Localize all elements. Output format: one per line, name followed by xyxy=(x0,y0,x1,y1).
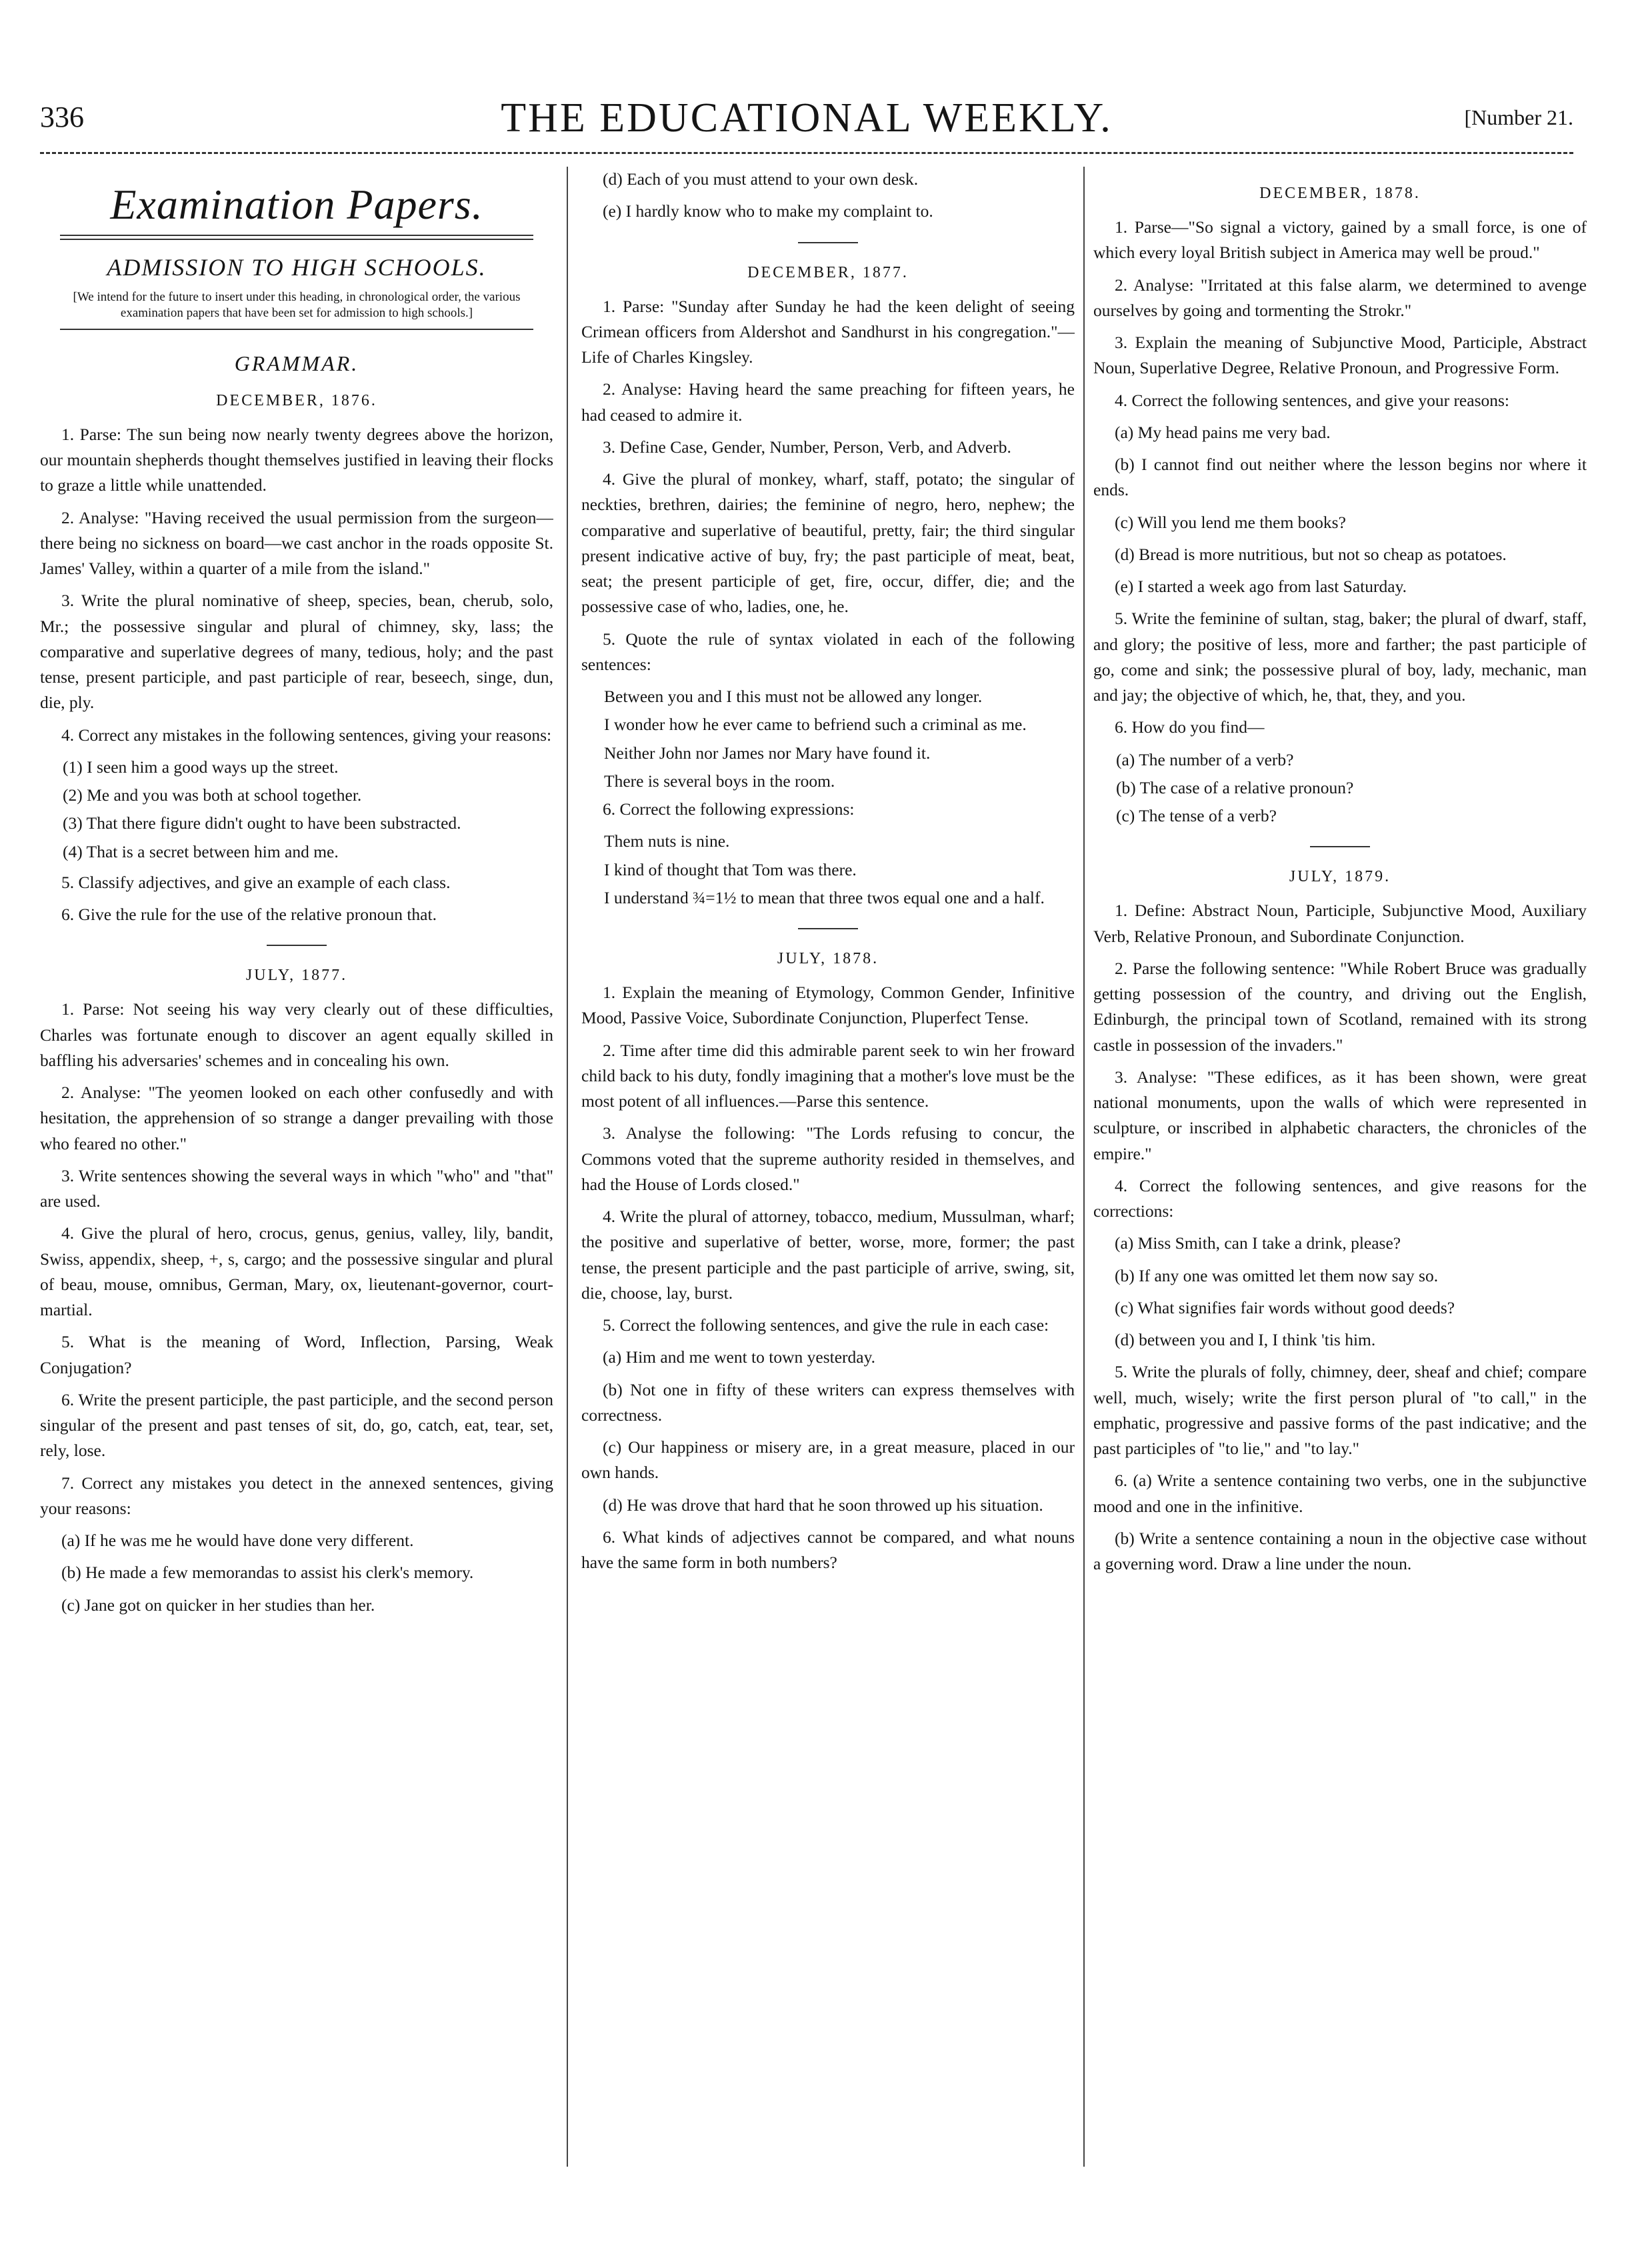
sub-question: (c) Jane got on quicker in her studies than her. xyxy=(61,1595,375,1615)
sub-question: (c) What signifies fair words without good deeds? xyxy=(1115,1297,1455,1317)
editorial-note: [We intend for the future to insert under this heading, in chronological order, the various examination papers that have been set for admission to high schools.] xyxy=(73,289,521,321)
sub-question: (d) Each of you must attend to your own desk. xyxy=(603,169,919,189)
question: 4. Correct the following sentences, and give your reasons: xyxy=(1115,390,1510,410)
sub-question: (c) Our happiness or misery are, in a great measure, placed in our own hands. xyxy=(581,1437,1075,1483)
question: 1. Parse: The sun being now nearly twenty degrees above the horizon, our mountain shepherds thought themselves justified in leaving their flocks to graze a little while unattended. xyxy=(40,424,553,495)
question: 5. Quote the rule of syntax violated in each of the following sentences: xyxy=(581,629,1075,674)
question: 4. Correct any mistakes in the following sentences, giving your reasons: xyxy=(61,725,552,745)
header-rule xyxy=(40,152,1573,154)
sub-question: (b) If any one was omitted let them now say so. xyxy=(1115,1265,1439,1285)
sub-question: (c) Will you lend me them books? xyxy=(1115,512,1346,532)
question: 3. Write sentences showing the several ways in which "who" and "that" are used. xyxy=(40,1165,553,1211)
sub-question: I kind of thought that Tom was there. xyxy=(604,859,857,879)
question: 5. Correct the following sentences, and give the rule in each case: xyxy=(603,1315,1049,1335)
sub-question: (a) The number of a verb? xyxy=(1116,749,1294,769)
column-divider xyxy=(567,167,568,2167)
sub-question: Them nuts is nine. xyxy=(604,831,730,851)
question: 7. Correct any mistakes you detect in the annexed sentences, giving your reasons: xyxy=(40,1473,553,1518)
question: 1. Define: Abstract Noun, Participle, Subjunctive Mood, Auxiliary Verb, Relative Pronoun, and Subordinate Conjunction. xyxy=(1093,901,1587,946)
question: 2. Analyse: "The yeomen looked on each other confusedly and with hesitation, the apprehension of so strange a danger prevailing with those who feared no other." xyxy=(40,1083,553,1153)
subject-title: GRAMMAR. xyxy=(234,351,359,375)
question: 5. Classify adjectives, and give an example of each class. xyxy=(61,872,451,892)
question: 4. Write the plural of attorney, tobacco, medium, Mussulman, wharf; the positive and superlative of better, worse, more, former; the past tense, the present participle and the past participle of arrive, swing, sit, die, choose, lay, burst. xyxy=(581,1207,1075,1303)
exam-date: DECEMBER, 1877. xyxy=(747,263,909,281)
question: 5. Write the plurals of folly, chimney, deer, sheaf and chief; compare well, much, wisely; write the first person plural of "to call," in the emphatic, progressive and passive forms of the past indicative; and the past participles of "to lie," and "to lay." xyxy=(1093,1362,1587,1458)
question: 4. Give the plural of monkey, wharf, staff, potato; the singular of neckties, brethren, dairies; the feminine of negro, hero, nephew; the comparative and superlative of beautiful, pretty, fair; the third singular present indicative active of buy, fry; the past participle of meat, beat, seat; the present participle of get, fire, occur, differ, die; and the possessive case of who, ladies, one, he. xyxy=(581,469,1075,617)
sub-question: (d) He was drove that hard that he soon throwed up his situation. xyxy=(603,1495,1043,1515)
question: 5. Write the feminine of sultan, stag, baker; the plural of dwarf, staff, and glory; the positive of less, more and farther; the past participle of go, come and sink; the possessive plural of boy, lady, mechanic, man and jay; the objective of which, he, that, they, and you. xyxy=(1093,609,1587,705)
column-1 xyxy=(40,167,553,2173)
column-2 xyxy=(581,167,1075,2173)
sub-question: Neither John nor James nor Mary have found it. xyxy=(604,743,931,763)
sub-question: (2) Me and you was both at school together. xyxy=(63,785,362,805)
sub-question: (c) The tense of a verb? xyxy=(1116,806,1277,825)
question: 4. Correct the following sentences, and give reasons for the corrections: xyxy=(1093,1175,1587,1221)
question: 3. Write the plural nominative of sheep, species, bean, cherub, solo, Mr.; the possessive singular and plural of chimney, sky, lass; the comparative and superlative degrees of many, tedious, holy; and the past tense, present participle, and past participle of rear, beseech, singe, dun, die, ply. xyxy=(40,591,553,713)
question: 2. Parse the following sentence: "While Robert Bruce was gradually getting possession of the country, and driving out the English, Edinburgh, the principal town of Scotland, remained with its strong castle in possession of the invaders." xyxy=(1093,958,1587,1055)
sub-question: (e) I started a week ago from last Saturday. xyxy=(1115,577,1407,596)
exam-date: JULY, 1878. xyxy=(777,950,879,967)
sub-question: (d) between you and I, I think 'tis him. xyxy=(1115,1330,1376,1349)
exam-date: DECEMBER, 1876. xyxy=(216,391,377,409)
sub-question: (a) If he was me he would have done very different. xyxy=(61,1531,414,1551)
sub-question: (3) That there figure didn't ought to have been substracted. xyxy=(63,813,461,833)
question: 1. Parse: Not seeing his way very clearly out of these difficulties, Charles was fortunate enough to discover an agent equally skilled in baffling his adversaries' schemes and in concealing his own. xyxy=(40,999,553,1070)
sub-question: (b) Write a sentence containing a noun in the objective case without a governing word. Draw a line under the noun. xyxy=(1093,1528,1587,1573)
question: 2. Analyse: "Irritated at this false alarm, we determined to avenge ourselves by going and tormenting the Strokr." xyxy=(1093,275,1587,320)
sub-question: (b) The case of a relative pronoun? xyxy=(1116,777,1354,797)
question: 6. Correct the following expressions: xyxy=(603,799,855,819)
issue-number: [Number 21. xyxy=(1464,105,1573,129)
note-rule xyxy=(60,329,533,330)
sub-question: There is several boys in the room. xyxy=(604,771,835,791)
sub-question: (b) He made a few memorandas to assist his clerk's memory. xyxy=(61,1563,474,1583)
question: 1. Parse—"So signal a victory, gained by a small force, is one of which every loyal British subject in America may well be proud." xyxy=(1093,217,1587,263)
title-rule xyxy=(60,235,533,240)
column-divider xyxy=(1083,167,1085,2167)
section-main-title: Examination Papers. xyxy=(110,181,483,228)
question: 6. What kinds of adjectives cannot be compared, and what nouns have the same form in both numbers? xyxy=(581,1527,1075,1572)
page-header xyxy=(40,95,1573,153)
exam-date: JULY, 1877. xyxy=(245,967,348,985)
sub-question: (a) Him and me went to town yesterday. xyxy=(603,1347,876,1367)
question: 3. Explain the meaning of Subjunctive Mood, Participle, Abstract Noun, Superlative Degree, Relative Pronoun, and Progressive Form. xyxy=(1093,333,1587,378)
column-3 xyxy=(1093,167,1587,2173)
sub-question: (d) Bread is more nutritious, but not so cheap as potatoes. xyxy=(1115,544,1507,564)
question: 6. Give the rule for the use of the relative pronoun that. xyxy=(61,905,437,925)
question: 5. What is the meaning of Word, Inflection, Parsing, Weak Conjugation? xyxy=(40,1332,553,1377)
question: 6. (a) Write a sentence containing two verbs, one in the subjunctive mood and one in the infinitive. xyxy=(1093,1471,1587,1516)
sub-question: Between you and I this must not be allowed any longer. xyxy=(604,687,983,706)
section-separator xyxy=(798,242,858,243)
question: 3. Analyse: "These edifices, as it has been shown, were great national monuments, upon the walls of which were represented in sculpture, or inscribed in alphabetic characters, the chronicles of the empire." xyxy=(1093,1067,1587,1163)
publication-title: THE EDUCATIONAL WEEKLY. xyxy=(501,95,1113,141)
question: 6. Write the present participle, the past participle, and the second person singular of the present and past tenses of sit, do, go, catch, eat, tear, set, rely, lose. xyxy=(40,1389,553,1461)
question: 2. Analyse: Having heard the same preaching for fifteen years, he had ceased to admire it. xyxy=(581,379,1075,425)
question: 4. Give the plural of hero, crocus, genus, genius, valley, lily, bandit, Swiss, appendix, sheep, +, s, cargo; and the possessive singular and plural of beau, mouse, omnibus, German, Mary, ox, lieutenant-governor, court-martial. xyxy=(40,1223,553,1320)
section-separator xyxy=(798,928,858,929)
exam-date: JULY, 1879. xyxy=(1289,868,1391,886)
section-subtitle: ADMISSION TO HIGH SCHOOLS. xyxy=(107,253,487,281)
sub-question: (4) That is a secret between him and me. xyxy=(63,841,339,861)
section-separator xyxy=(1310,846,1370,847)
question: 2. Analyse: "Having received the usual permission from the surgeon—there being no sickness on board—we cast anchor in the roads opposite St. James' Valley, within a quarter of a mile from the island." xyxy=(40,507,553,579)
sub-question: I wonder how he ever came to befriend such a criminal as me. xyxy=(604,715,1027,735)
sub-question: I understand ¾=1½ to mean that three twos equal one and a half. xyxy=(604,887,1045,907)
sub-question: (a) Miss Smith, can I take a drink, please? xyxy=(1115,1233,1401,1253)
exam-date: DECEMBER, 1878. xyxy=(1259,185,1421,202)
sub-question: (1) I seen him a good ways up the street. xyxy=(63,757,339,777)
sub-question: (b) Not one in fifty of these writers can express themselves with correctness. xyxy=(581,1379,1075,1425)
sub-question: (a) My head pains me very bad. xyxy=(1115,422,1331,442)
question: 6. How do you find— xyxy=(1115,717,1265,737)
question: 1. Explain the meaning of Etymology, Common Gender, Infinitive Mood, Passive Voice, Subordinate Conjunction, Pluperfect Tense. xyxy=(581,983,1075,1028)
question: 2. Time after time did this admirable parent seek to win her froward child back to his duty, fondly imagining that a mother's love must be the most potent of all influences.—Parse this sentence. xyxy=(581,1040,1075,1111)
question: 3. Define Case, Gender, Number, Person, Verb, and Adverb. xyxy=(603,437,1011,457)
sub-question: (b) I cannot find out neither where the lesson begins nor where it ends. xyxy=(1093,455,1587,500)
sub-question: (e) I hardly know who to make my complaint to. xyxy=(603,201,933,221)
question: 3. Analyse the following: "The Lords refusing to concur, the Commons voted that the supreme authority resided in themselves, and had the House of Lords closed." xyxy=(581,1123,1075,1194)
page-number: 336 xyxy=(40,101,84,133)
question: 1. Parse: "Sunday after Sunday he had the keen delight of seeing Crimean officers from Aldershot and Sandhurst in his congregation."—Life of Charles Kingsley. xyxy=(581,296,1075,367)
section-separator xyxy=(267,945,327,946)
